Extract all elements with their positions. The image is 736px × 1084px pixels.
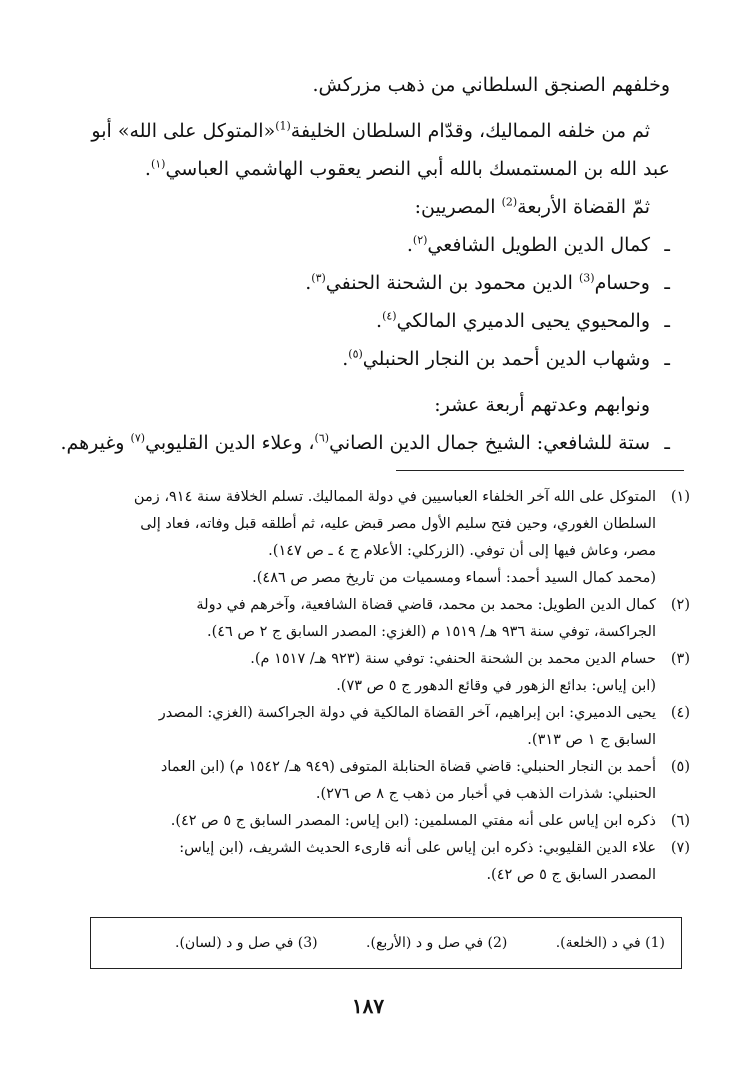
footnote-number: (٢)	[670, 597, 690, 613]
main-text	[60, 66, 670, 462]
footnote-number: (٦)	[670, 813, 690, 829]
footnote-number: (١)	[670, 489, 690, 505]
paragraph-2-line-2: عبد الله بن المستمسك بالله أبي النصر يعقوب الهاشمي العباسي$^{(١)}$.	[144, 157, 670, 180]
paragraph-2	[78, 112, 670, 188]
footnote: (٣) حسام الدين محمد بن الشحنة الحنفي: توفي سنة (٩٢٣ هـ/ ١٥١٧ م). (ابن إياس: بدائع الزهور في وقائع الدهور ج ٥ ص ٧٣).	[58, 646, 690, 700]
page-number: ١٨٧	[351, 994, 385, 1018]
list-item: ـ ستة للشافعي: الشيخ جمال الدين الصاني$^{(٦)}$، وعلاء الدين القليوبي$^{(٧)}$ وغيرهم.	[78, 424, 670, 462]
list-item: ـ والمحيوي يحيى الدميري المالكي$^{(٤)}$.	[78, 302, 670, 340]
footnote-marker: (٦)	[314, 431, 330, 445]
footnote-marker: (2)	[501, 195, 518, 209]
footnote-marker: (٢)	[412, 233, 428, 247]
footnote-marker: (٥)	[348, 347, 363, 361]
paragraph-4: ونوابهم وعدتهم أربعة عشر:	[434, 394, 650, 416]
footnote: (٢) كمال الدين الطويل: محمد بن محمد، قاضي قضاة الشافعية، وآخرهم في دولة الجراكسة، توفي سنة ٩٣٦ هـ/ ١٥١٩ م (الغزي: المصدر السابق ج ٢ ص ٤٦).	[58, 592, 690, 646]
variant-note: (3) في صل و د (لسان).	[175, 935, 318, 951]
footnote-marker: (٣)	[311, 271, 326, 285]
list-dash: ـ	[664, 432, 670, 454]
footnote: (٤) يحيى الدميري: ابن إبراهيم، آخر القضاة المالكية في دولة الجراكسة (الغزي: المصدر السابق ج ١ ص ٣١٣).	[58, 700, 690, 754]
footnote-number: (٣)	[670, 651, 690, 667]
list-dash: ـ	[664, 348, 670, 370]
deputies-list	[60, 424, 670, 462]
footnote-separator	[396, 470, 684, 471]
footnote-marker: (٤)	[382, 309, 397, 323]
list-dash: ـ	[664, 272, 670, 294]
footnote-marker: (3)	[578, 271, 595, 285]
list-dash: ـ	[664, 234, 670, 256]
footnote-marker: (١)	[150, 157, 166, 171]
judges-list	[78, 226, 670, 378]
variant-note: (2) في صل و د (الأربع).	[366, 935, 508, 951]
paragraph-1: وخلفهم الصنجق السلطاني من ذهب مزركش.	[312, 74, 670, 96]
list-dash: ـ	[664, 310, 670, 332]
footnote: (٦) ذكره ابن إياس على أنه مفتي المسلمين: (ابن إياس: المصدر السابق ج ٥ ص ٤٢).	[58, 808, 690, 835]
manuscript-variants-box	[90, 917, 682, 969]
variant-note: (1) في د (الخلعة).	[555, 935, 665, 951]
paragraph-3: ثمّ القضاة الأربعة$^{(2)}$ المصريين:	[414, 195, 650, 218]
footnote: (٧) علاء الدين القليوبي: ذكره ابن إياس على أنه قارىء الحديث الشريف، (ابن إياس: المصدر السابق ج ٥ ص ٤٢).	[58, 835, 690, 889]
footnote: (١) المتوكل على الله آخر الخلفاء العباسيين في دولة المماليك. تسلم الخلافة سنة ٩١٤، زمن السلطان الغوري، وحين فتح سليم الأول مصر قبض عليه، ثم أطلقه قبل وفاته، فعاد إلى مصر، وعاش فيها إلى أن توفي. (الزركلي: الأعلام ج ٤ ـ ص ١٤٧). (محمد كمال السيد أحمد: أسماء ومسميات من تاريخ مصر ص ٤٨٦).	[58, 484, 690, 592]
footnote: (٥) أحمد بن النجار الحنبلي: قاضي قضاة الحنابلة المتوفى (٩٤٩ هـ/ ١٥٤٢ م) (ابن العماد الحنبلي: شذرات الذهب في أخبار من ذهب ج ٨ ص ٢٧٦).	[58, 754, 690, 808]
footnote-number: (٤)	[670, 705, 690, 721]
footnotes	[58, 484, 690, 889]
list-item: ـ وشهاب الدين أحمد بن النجار الحنبلي$^{(٥)}$.	[78, 340, 670, 378]
footnote-marker: (٧)	[130, 431, 146, 445]
footnote-number: (٧)	[670, 840, 690, 856]
paragraph-2-line-1: ثم من خلفه المماليك، وقدّام السلطان الخليفة$^{(1)}$«المتوكل على الله» أبو	[91, 119, 650, 142]
footnote-marker: (1)	[275, 119, 291, 133]
footnote-number: (٥)	[670, 759, 690, 775]
list-item: ـ كمال الدين الطويل الشافعي$^{(٢)}$.	[78, 226, 670, 264]
list-item: ـ وحسام$^{(3)}$ الدين محمود بن الشحنة الحنفي$^{(٣)}$.	[78, 264, 670, 302]
